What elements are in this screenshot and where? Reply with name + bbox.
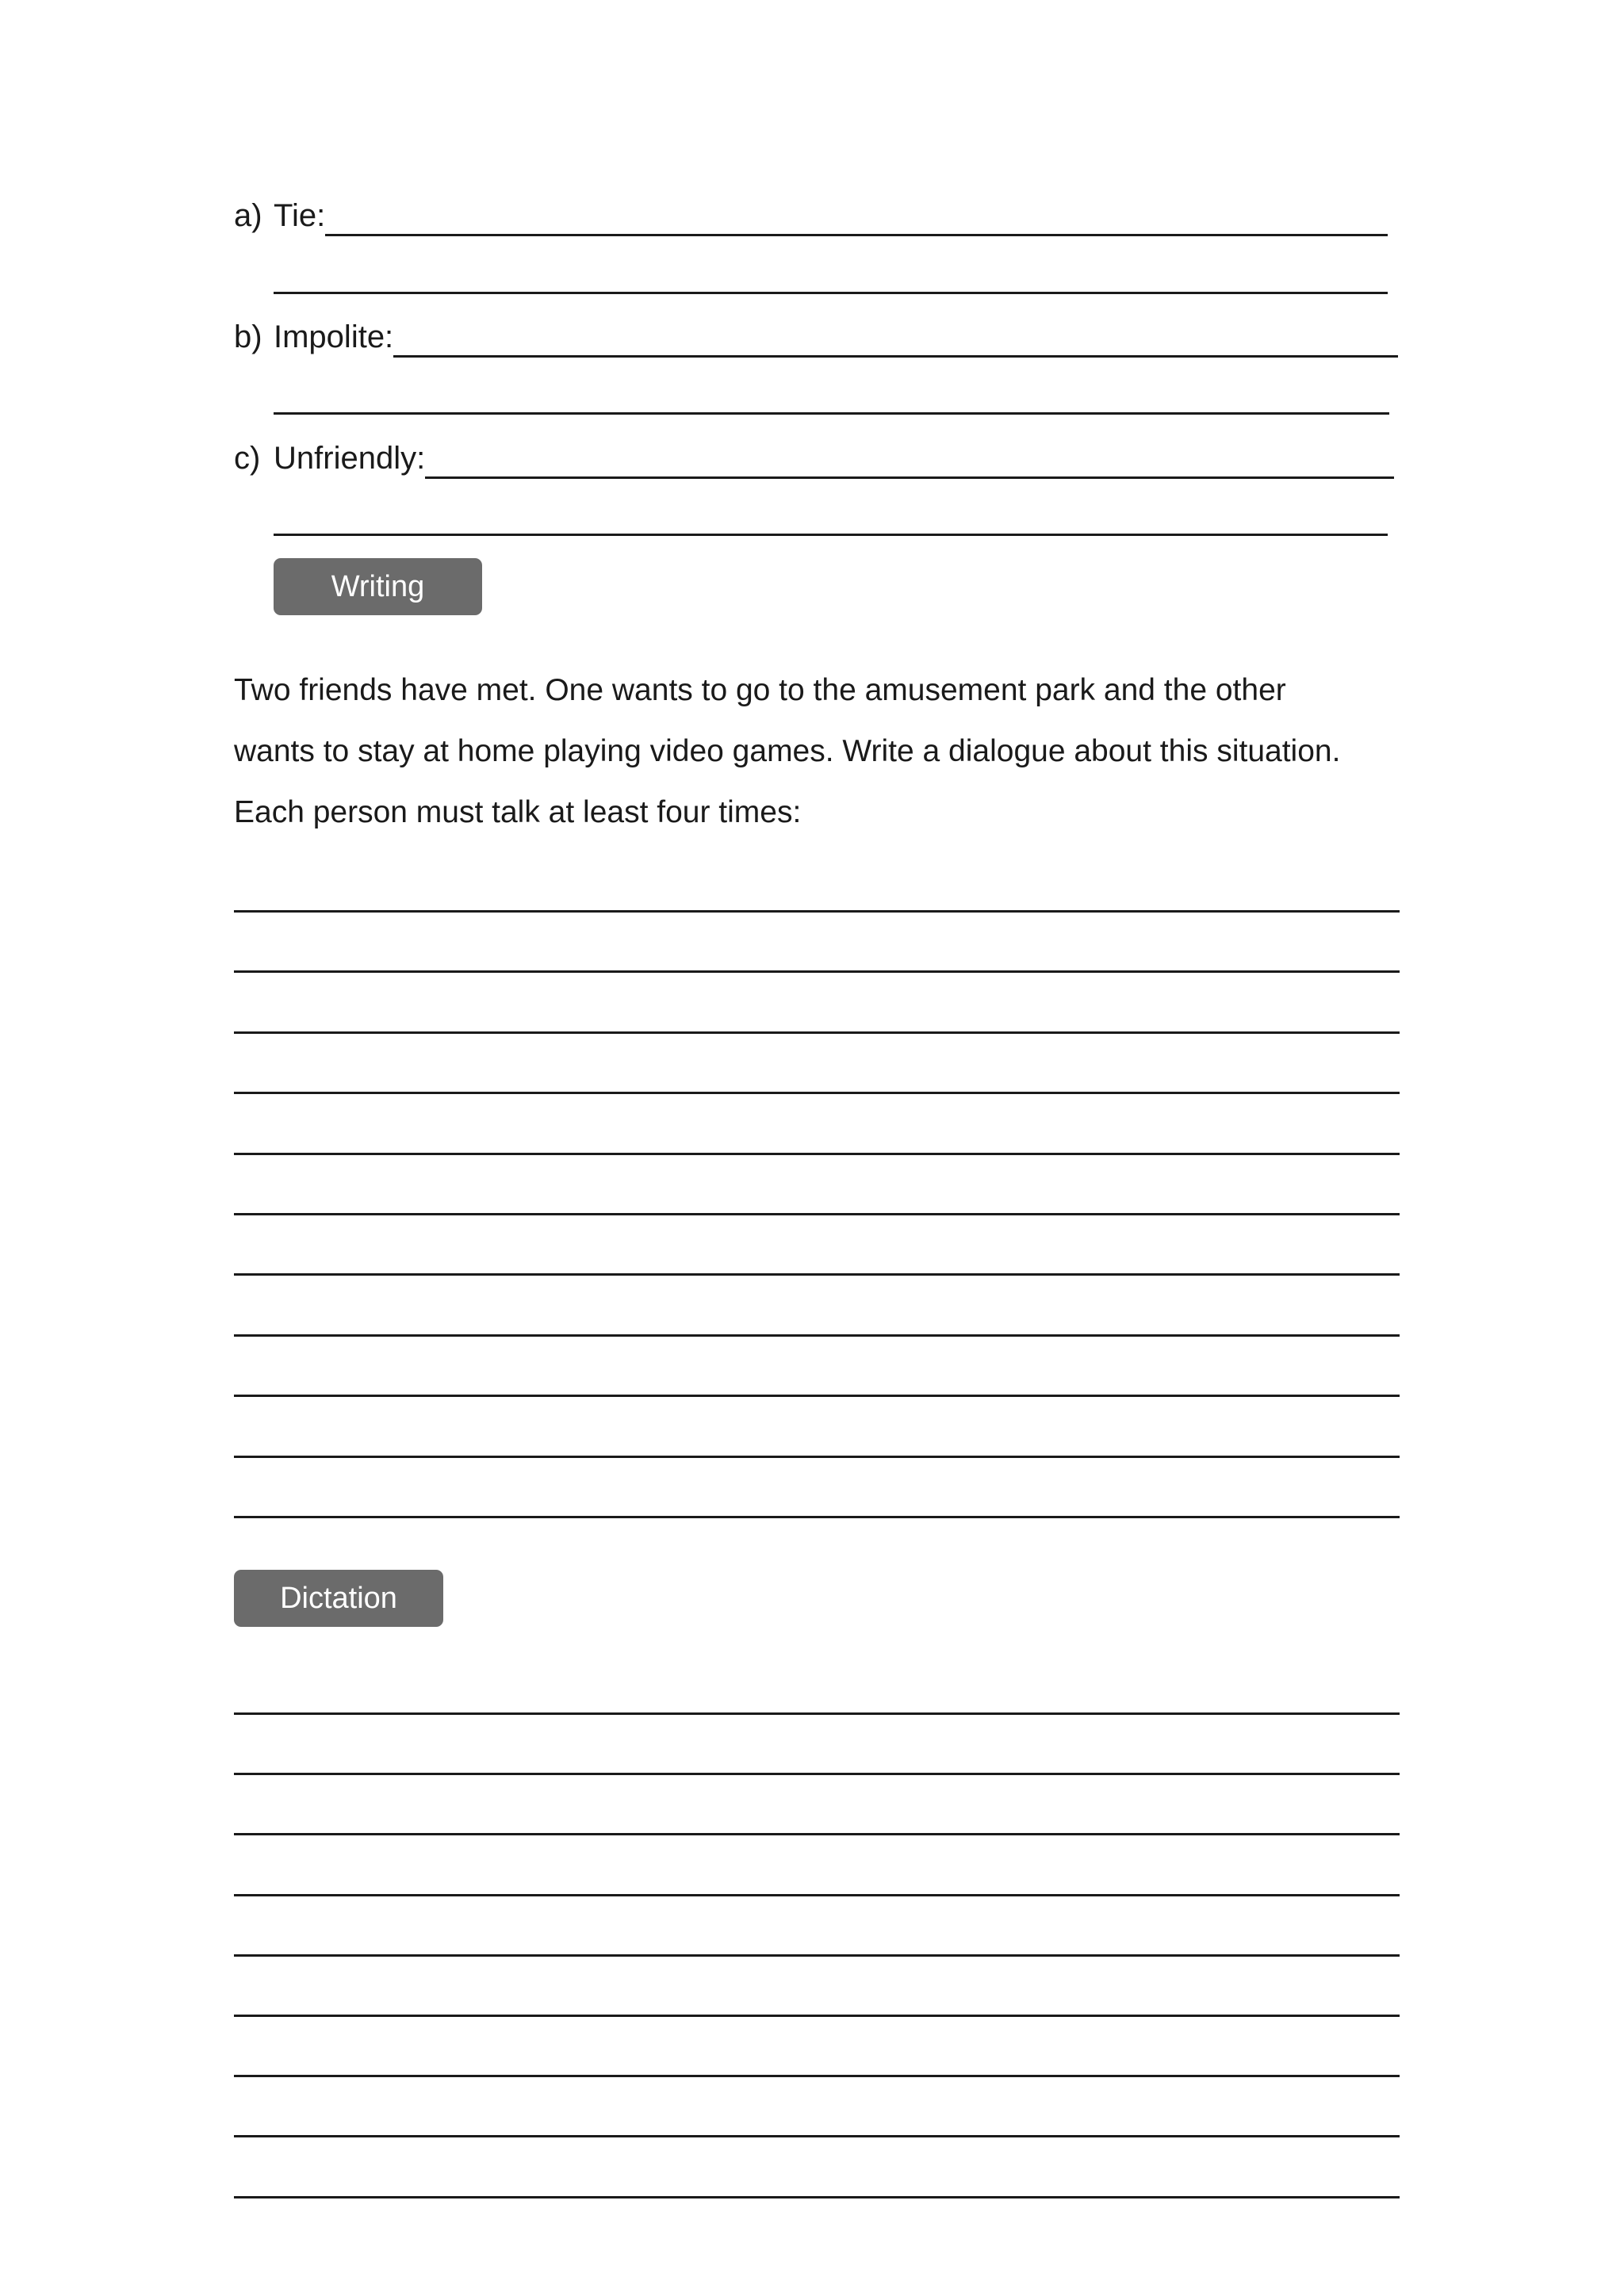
vocab-word: Tie:	[274, 198, 326, 233]
answer-line[interactable]	[234, 1273, 1400, 1276]
answer-line[interactable]	[274, 534, 1388, 536]
answer-line[interactable]	[234, 1092, 1400, 1094]
prompt-line: Two friends have met. One wants to go to the amusement park and the other	[234, 673, 1286, 707]
vocab-word: Impolite:	[274, 320, 394, 354]
vocab-word: Unfriendly:	[274, 441, 426, 476]
answer-line[interactable]	[234, 970, 1400, 973]
dictation-section-tag: Dictation	[234, 1570, 443, 1627]
vocab-item-tie	[234, 192, 1388, 232]
answer-line[interactable]	[234, 1031, 1400, 1034]
vocab-item-unfriendly	[234, 434, 1394, 474]
answer-line[interactable]	[234, 1395, 1400, 1397]
answer-line[interactable]	[234, 910, 1400, 913]
answer-line[interactable]	[234, 1773, 1400, 1775]
answer-line[interactable]	[234, 1894, 1400, 1896]
answer-line[interactable]	[234, 1712, 1400, 1715]
writing-prompt	[234, 660, 1400, 843]
answer-line[interactable]	[325, 234, 1388, 236]
answer-line[interactable]	[274, 412, 1389, 415]
vocab-marker: c)	[234, 441, 261, 476]
answer-line[interactable]	[234, 1516, 1400, 1518]
answer-line[interactable]	[274, 292, 1388, 294]
answer-line[interactable]	[393, 355, 1398, 358]
answer-line[interactable]	[234, 1334, 1400, 1337]
answer-line[interactable]	[234, 2196, 1400, 2198]
vocab-item-impolite	[234, 313, 1398, 353]
answer-line[interactable]	[234, 1833, 1400, 1835]
answer-line[interactable]	[234, 2135, 1400, 2137]
prompt-line: wants to stay at home playing video games. Write a dialogue about this situation.	[234, 734, 1341, 768]
answer-line[interactable]	[234, 1456, 1400, 1458]
answer-line[interactable]	[234, 1954, 1400, 1957]
answer-line[interactable]	[234, 1213, 1400, 1215]
answer-line[interactable]	[234, 2015, 1400, 2017]
vocab-marker: b)	[234, 320, 262, 354]
answer-line[interactable]	[425, 476, 1394, 479]
answer-line[interactable]	[234, 2075, 1400, 2077]
writing-section-tag: Writing	[274, 558, 482, 615]
answer-line[interactable]	[234, 1153, 1400, 1155]
prompt-line: Each person must talk at least four times:	[234, 795, 802, 829]
vocab-marker: a)	[234, 198, 262, 233]
